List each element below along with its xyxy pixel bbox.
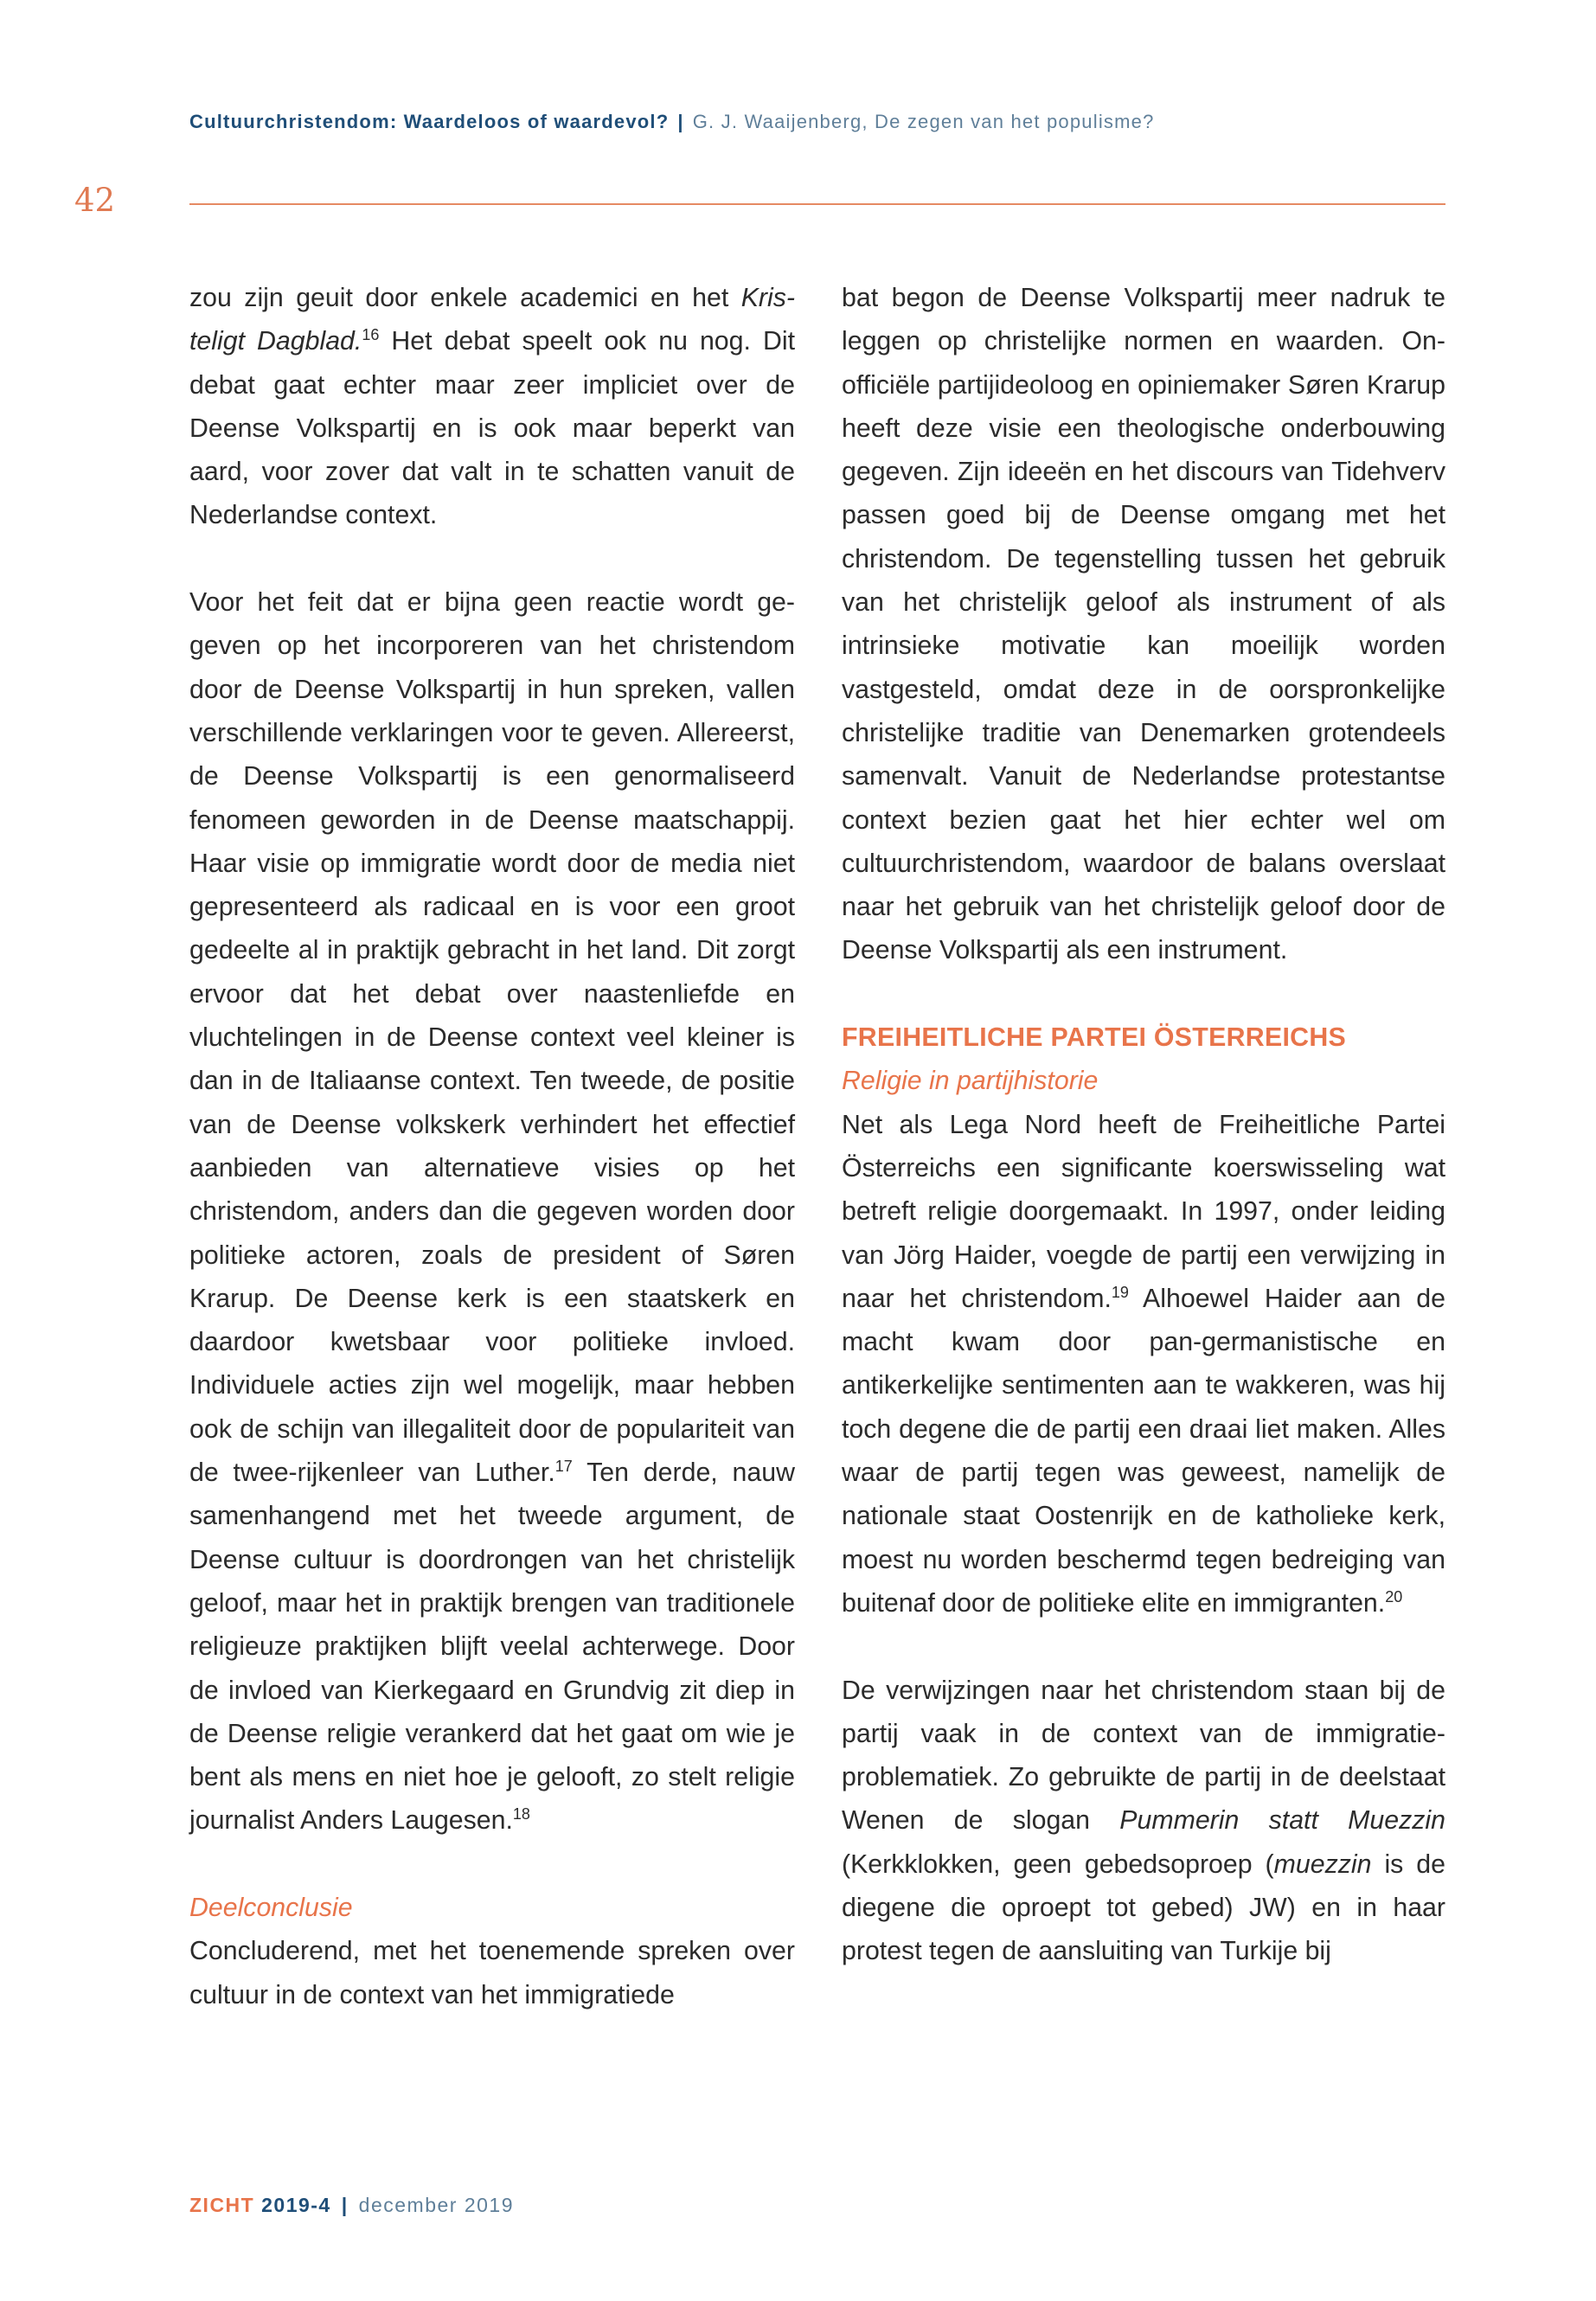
left-paragraph-1 [189, 277, 795, 538]
right-column [842, 277, 1445, 1974]
paragraph-gap [842, 1625, 1445, 1669]
running-footer [189, 2194, 514, 2217]
footnote-ref-16: 16 [362, 326, 380, 344]
running-header [189, 111, 1155, 133]
footer-brand: ZICHT [189, 2194, 255, 2216]
text-run: (Kerkklokken, geen gebedsoproep ( [842, 1849, 1274, 1879]
footnote-ref-17: 17 [554, 1457, 573, 1475]
footnote-ref-19: 19 [1111, 1283, 1129, 1301]
footer-date: december 2019 [358, 2194, 515, 2216]
section-heading: FREIHEITLICHE PARTEI ÖSTERREICHS [842, 1023, 1347, 1053]
italic-publication-title: Kristeligt Dagblad. [189, 284, 795, 356]
page-number: 42 [74, 182, 116, 219]
text-run: zou zijn geuit door enkele academici en het [189, 284, 741, 312]
italic-slogan: Pummerin statt Muezzin [1119, 1806, 1445, 1836]
text-run: is de diegene die oproept tot gebed) JW) en in haar protest tegen de aansluiting van Turkije bij [842, 1849, 1445, 1966]
subheading-deelconclusie: Deelconclusie [189, 1893, 353, 1922]
text-run: Ten derde, nauw samenhangend met het tweede argument, de Deense cultuur is doordrongen van het christelijk geloof, maar het in praktijk brengen van traditionele religieuze praktijken blijft veelal achterwege. Door de invloed van Kierkegaard en Grundvig zit diep in de Deense religie verankerd dat het gaat om wie je bent als mens en niet hoe je gelooft, zo stelt religie journalist Anders Laugesen. [189, 1458, 795, 1836]
text-run: Net als Lega Nord heeft de Freiheitliche Partei Österreichs een significante koerswisseling wat betreft religie doorgemaakt. In 1997, onder leiding van Jörg Haider, voegde de partij een verwijzing in naar het christendom. [842, 1110, 1445, 1313]
text-run: De verwijzingen naar het christendom staan bij de partij vaak in de context van de immigratieproblematiek. Zo gebruikte de partij in de deelstaat Wenen de slogan [842, 1676, 1445, 1836]
header-author-line: G. J. Waaijenberg, De zegen van het populisme? [692, 111, 1155, 132]
left-paragraph-2 [189, 581, 795, 1843]
footnote-ref-18: 18 [512, 1805, 530, 1823]
text-run: Het debat speelt ook nu nog. Dit debat gaat echter maar zeer impliciet over de Deense Volkspartij en is ook maar beperkt van aard, voor zover dat valt in te schatten vanuit de Nederlandse context. [189, 327, 795, 530]
footnote-ref-20: 20 [1385, 1587, 1403, 1606]
header-title: Cultuurchristendom: Waardeloos of waardevol? [189, 111, 670, 132]
text-run: Voor het feit dat er bijna geen reactie wordt gegeven op het incorporeren van het christendom door de Deense Volkspartij in hun spreken, vallen verschillende verklaringen voor te geven. Allereerst, de Deense Volkspartij is een genormaliseerd fenomeen geworden in de Deense maatschappij. Haar visie op immigratie wordt door de media niet gepresenteerd als radicaal en is voor een groot gedeelte al in praktijk gebracht in het land. Dit zorgt ervoor dat het debat over naastenliefde en vluchtelingen in de Deense context veel kleiner is dan in de Italiaanse context. Ten tweede, de positie van de Deense volkskerk verhindert het effectief aanbieden van alternatieve visies op het christendom, anders dan die gegeven worden door politieke actoren, zoals de president of Søren Krarup. De Deense kerk is een staatskerk en daardoor kwetsbaar voor politieke invloed. Individuele acties zijn wel mogelijk, maar hebben ook de schijn van illegaliteit door de populariteit van de twee-rijkenleer van Luther. [189, 588, 795, 1488]
paragraph-gap [842, 973, 1445, 1016]
header-rule [189, 203, 1445, 205]
subheading-religie: Religie in partijhistorie [842, 1067, 1099, 1096]
header-separator: | [677, 111, 684, 132]
paragraph-gap [189, 1843, 795, 1887]
right-paragraph-2 [842, 1104, 1445, 1626]
footer-separator: | [341, 2194, 349, 2216]
right-paragraph-1: bat begon de Deense Volkspartij meer nadruk te leggen op christelijke normen en waarden. Onofficiële partijideoloog en opiniemaker Søren Krarup heeft deze visie een theologische onderbouwing gegeven. Zijn ideeën en het discours van Tidehverv passen goed bij de Deense omgang met het christendom. De tegenstelling tussen het gebruik van het christelijk geloof als instrument of als intrinsieke motivatie kan moeilijk worden vastgesteld, omdat deze in de oorspronkelijke christelijke traditie van Denemarken grotendeels samenvalt. Vanuit de Nederlandse protestantse context bezien gaat het hier echter wel om cultuurchristendom, waardoor de balans overslaat naar het gebruik van het christelijk geloof door de Deense Volkspartij als een instrument. [842, 284, 1445, 965]
footer-issue: 2019-4 [261, 2194, 331, 2216]
left-paragraph-3: Concluderend, met het toenemende spreken over cultuur in de context van het immigratiede [189, 1937, 795, 2009]
left-column [189, 277, 795, 2017]
italic-term: muezzin [1273, 1849, 1372, 1879]
text-run: Alhoewel Haider aan de macht kwam door pan-germanistische en antikerkelijke sentimenten aan te wakkeren, was hij toch degene die de partij een draai liet maken. Alles waar de partij tegen was geweest, namelijk de nationale staat Oostenrijk en de katholieke kerk, moest nu worden beschermd tegen bedreiging van buitenaf door de politieke elite en immigranten. [842, 1284, 1445, 1618]
right-paragraph-3 [842, 1670, 1445, 1974]
paragraph-gap [189, 538, 795, 581]
